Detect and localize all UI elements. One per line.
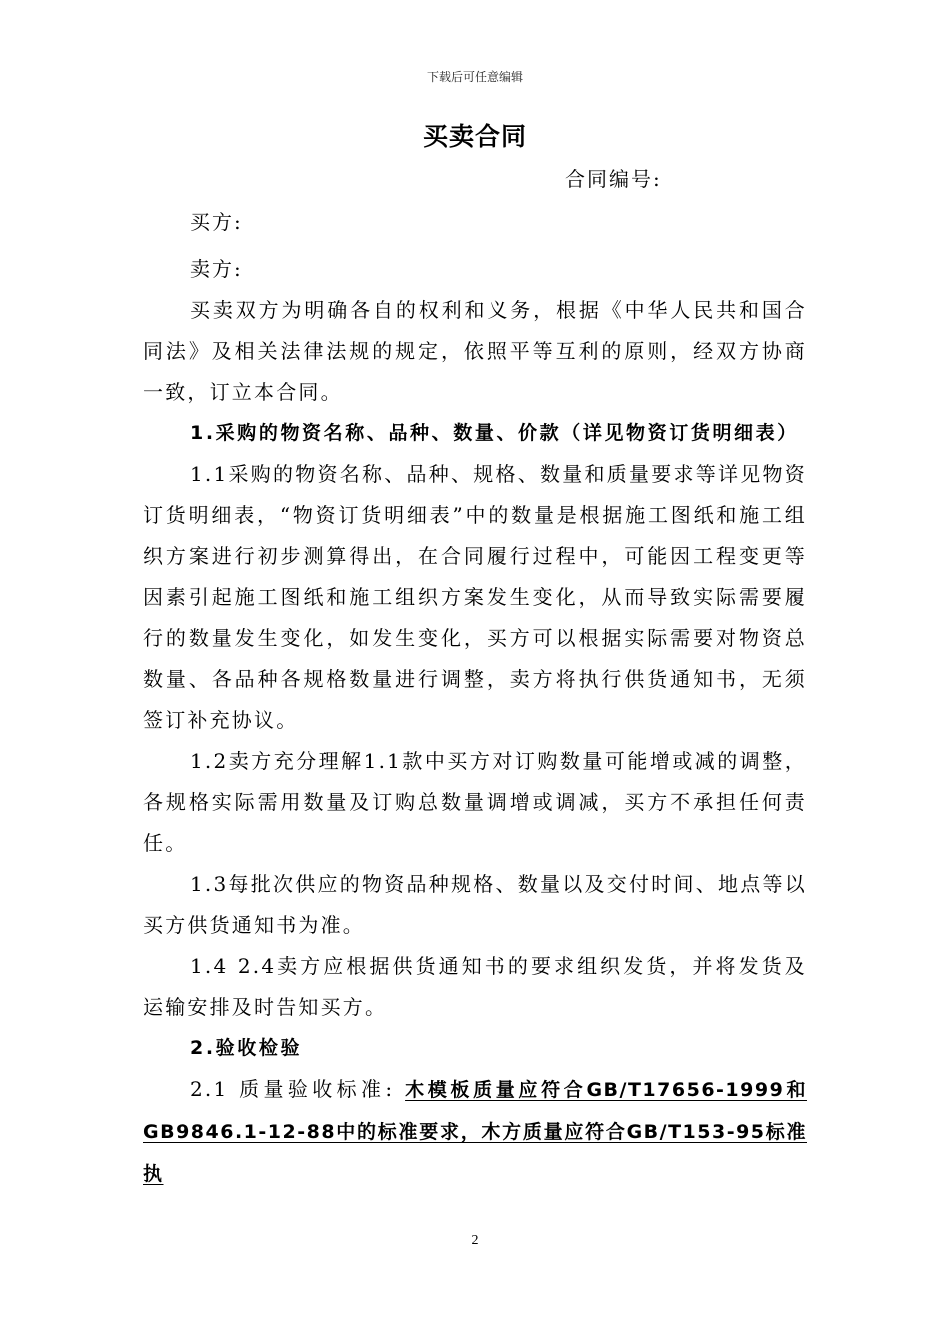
page-number: 2 [471,1233,479,1248]
intro-paragraph: 买卖双方为明确各自的权利和义务，根据《中华人民共和国合同法》及相关法律法规的规定，依照平等互利的原则，经双方协商一致，订立本合同。 [143,298,807,404]
clause-2-1 [143,1069,807,1195]
seller-label: 卖方: [190,257,243,281]
section-2-heading: 2.验收检验 [190,1037,303,1059]
contract-body [143,290,807,1195]
header-note: 下载后可任意编辑 [426,70,523,84]
clause-2-1-standard: 木模板质量应符合GB/T17656-1999和GB9846.1-12-88中的标准要求，木方质量应符合GB/T153-95标准执 [143,1079,807,1185]
clause-2-1-prefix: 2.1 质量验收标准: [190,1077,395,1101]
buyer-label: 买方: [190,210,243,234]
clause-1-2: 1.2卖方充分理解1.1款中买方对订购数量可能增或减的调整，各规格实际需用数量及订购总数量调增或调减，买方不承担任何责任。 [143,749,807,855]
section-1-heading: 1.采购的物资名称、品种、数量、价款（详见物资订货明细表） [190,422,799,444]
contract-number-label: 合同编号: [565,167,662,191]
clause-1-4: 1.4 2.4卖方应根据供货通知书的要求组织发货，并将发货及运输安排及时告知买方。 [143,954,807,1019]
clause-1-1: 1.1采购的物资名称、品种、规格、数量和质量要求等详见物资订货明细表，“物资订货明细表”中的数量是根据施工图纸和施工组织方案进行初步测算得出，在合同履行过程中，可能因工程变更等因素引起施工图纸和施工组织方案发生变化，从而导致实际需要履行的数量发生变化，如发生变化，买方可以根据实际需要对物资总数量、各品种各规格数量进行调整，卖方将执行供货通知书，无须签订补充协议。 [143,462,807,732]
document-title: 买卖合同 [422,122,527,151]
clause-1-3: 1.3每批次供应的物资品种规格、数量以及交付时间、地点等以买方供货通知书为准。 [143,872,807,937]
